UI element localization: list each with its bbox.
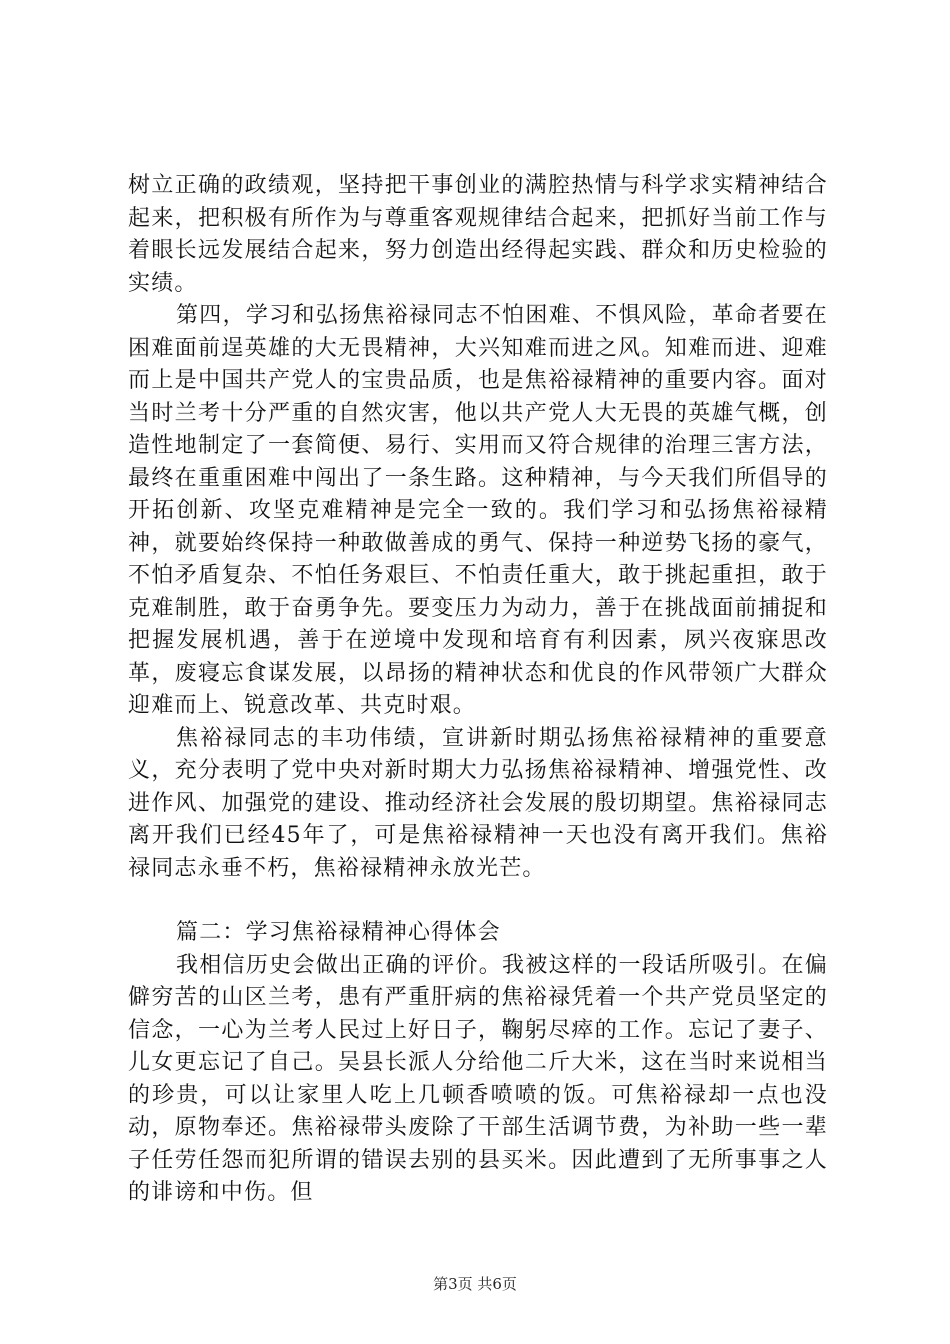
paragraph-fourth-point: 第四，学习和弘扬焦裕禄同志不怕困难、不惧风险，革命者要在困难面前逞英雄的大无畏精神，大兴知难而进之风。知难而进、迎难而上是中国共产党人的宝贵品质，也是焦裕禄精神的重要内容。面对当时兰考十分严重的自然灾害，他以共产党人大无畏的英雄气概，创造性地制定了一套简便、易行、实用而又符合规律的治理三害方法，最终在重重困难中闯出了一条生路。这种精神，与今天我们所倡导的开拓创新、攻坚克难精神是完全一致的。我们学习和弘扬焦裕禄精神，就要始终保持一种敢做善成的勇气、保持一种逆势飞扬的豪气，不怕矛盾复杂、不怕任务艰巨、不怕责任重大，敢于挑起重担，敢于克难制胜，敢于奋勇争先。要变压力为动力，善于在挑战面前捕捉和把握发展机遇，善于在逆境中发现和培育有利因素，夙兴夜寐思改革，废寝忘食谋发展，以昂扬的精神状态和优良的作风带领广大群众迎难而上、锐意改革、共克时艰。 bbox=[128, 303, 828, 718]
paragraph-conclusion: 焦裕禄同志的丰功伟绩，宣讲新时期弘扬焦裕禄精神的重要意义，充分表明了党中央对新时期大力弘扬焦裕禄精神、增强党性、改进作风、加强党的建设、推动经济社会发展的殷切期望。焦裕禄同志离开我们已经45年了，可是焦裕禄精神一天也没有离开我们。焦裕禄同志永垂不朽，焦裕禄精神永放光芒。 bbox=[128, 725, 828, 881]
section-heading: 篇二：学习焦裕禄精神心得体会 bbox=[176, 920, 501, 945]
paragraph-continuation: 树立正确的政绩观，坚持把干事创业的满腔热情与科学求实精神结合起来，把积极有所作为与尊重客观规律结合起来，把抓好当前工作与着眼长远发展结合起来，努力创造出经得起实践、群众和历史检验的实绩。 bbox=[128, 173, 828, 296]
paragraph-section-two: 我相信历史会做出正确的评价。我被这样的一段话所吸引。在偏僻穷苦的山区兰考，患有严重肝病的焦裕禄凭着一个共产党员坚定的信念，一心为兰考人民过上好日子，鞠躬尽瘁的工作。忘记了妻子、儿女更忘记了自己。吴县长派人分给他二斤大米，这在当时来说相当的珍贵，可以让家里人吃上几顿香喷喷的饭。可焦裕禄却一点也没动，原物奉还。焦裕禄带头废除了干部生活调节费，为补助一些一辈子任劳任怨而犯所谓的错误去别的县买米。因此遭到了无所事事之人的诽谤和中伤。但 bbox=[128, 952, 828, 1205]
page-number-footer: 第3页 共6页 bbox=[433, 1275, 517, 1293]
document-body bbox=[128, 170, 828, 1210]
